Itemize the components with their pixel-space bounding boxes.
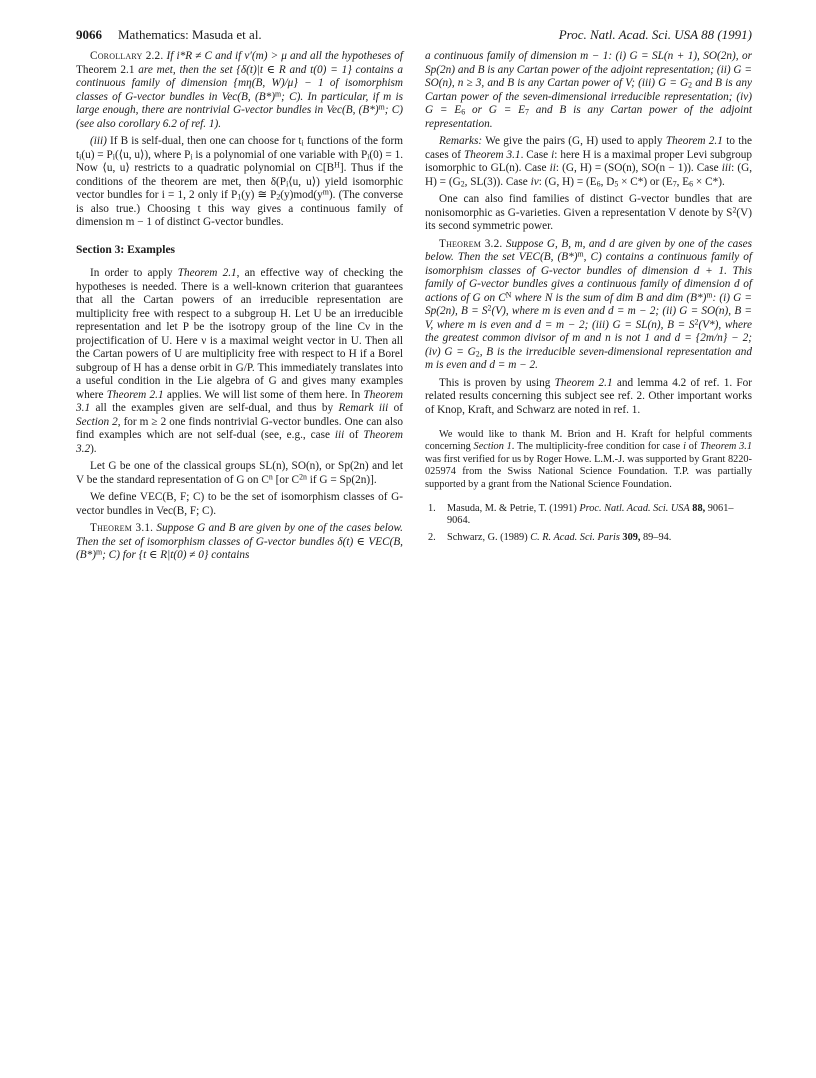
theorem-3-1-continued: a continuous family of dimension m − 1: (i) G = SL(n + 1), SO(2n), or Sp(2n) and B is any Cartan power of the adjoint representation; (ii) G = SO(n), n ≥ 3, and B is any Cartan power of V; (iii) $G = G_2$ and B is any Cartan power of the seven-dimensional irreducible representation; (iv) $G = E_6$ or $G = E_7$ and B is any Cartan power of the adjoint representation. [425, 50, 753, 130]
running-title: Mathematics: Masuda et al. [118, 27, 262, 42]
examples-paragraph: In order to apply Theorem 2.1, an effective way of checking the hypotheses is needed. There is a well-known criterion that guarantees that all the Cartan powers of an irreducible representation are multiplicity free with respect to a subgroup H. Let U be an irreducible representation and let P be the isotropy group of the line Cν in the projectification of U. Here ν is a maximal weight vector in U. Then all the Cartan powers of U are multiplicity free with respect to H if a Borel subgroup of H has a dense orbit in G/P. This immediately translates into a useful condition in the Lie algebra of G and gives many examples where Theorem 2.1 applies. We will list some of them here. In Theorem 3.1 all the examples given are self-dual, and thus by Remark iii of Section 2, for m ≥ 2 one finds nontrivial G-vector bundles. One can also find examples which are not self-dual (see, e.g., case iii of Theorem 3.2). [76, 267, 404, 455]
right-column [425, 50, 752, 548]
classical-groups-paragraph: Let G be one of the classical groups SL(n), SO(n), or Sp(2n) and let V be the standard representation of G on $C^n$ [or $C^{2n}$ if G = Sp(2n)]. [76, 460, 403, 486]
theorem-link[interactable]: Theorem 3.1 [463, 148, 521, 161]
remarks-label: Remarks: [439, 135, 483, 147]
corollary-2-2: Corollary 2.2. If i*R ≠ C and if ν′(m) > μ and all the hypotheses of Theorem 2.1 are met, then the set {δ(t)|t ∈ R and t(0) = 1} contains a continuous family of dimension {mη(B, W)/μ} − 1 of isomorphism classes of G-vector bundles in Vec(B, $(B*)^m$; C). In particular, if m is large enough, there are nontrivial G-vector bundles in Vec(B, $(B*)^m$; C) (see also corollary 6.2 of ref. 1). [76, 50, 404, 130]
remark-link[interactable]: Remark iii [338, 402, 389, 414]
reference-list [425, 503, 752, 544]
theorem-label: Theorem 3.1. [90, 522, 154, 534]
theorem-label: Theorem 3.2. [439, 237, 503, 250]
theorem-link[interactable]: Theorem 3.1 [700, 441, 752, 453]
theorem-link[interactable]: Theorem 2.1 [665, 135, 723, 147]
reference-item: 1. Masuda, M. & Petrie, T. (1991) Proc. Natl. Acad. Sci. USA 88, 9061–9064. [428, 503, 734, 527]
section-link[interactable]: Section 1 [473, 441, 512, 453]
acknowledgments: We would like to thank M. Brion and H. Kraft for helpful comments concerning Section 1. The multiplicity-free condition for case i of Theorem 3.1 was first verified for us by Roger Howe. L.M.-J. was supported by Grant 8220-025974 from the Swiss National Science Foundation. T.P. was partially supported by a grant from the National Science Foundation. [425, 429, 752, 490]
section-heading: Section 3: Examples [76, 243, 176, 256]
left-column [76, 50, 403, 563]
section-link[interactable]: Section 2 [76, 415, 118, 428]
theorem-link[interactable]: Theorem 2.1 [177, 267, 237, 279]
theorem-link[interactable]: Theorem 3.2 [76, 429, 404, 455]
reference-item: 2. Schwarz, G. (1989) C. R. Acad. Sci. Paris 309, 89–94. [428, 531, 672, 543]
journal-citation: Proc. Natl. Acad. Sci. USA 88 (1991) [558, 27, 752, 42]
theorem-3-2: Theorem 3.2. Suppose G, B, m, and d are given by one of the cases below. Then the set VEC(B, $(B*)^m$, C) contains a continuous family of isomorphism classes of G-vector bundles of dimension d + 1. This family of G-vector bundles gives a continuous family of dimension d of actions of G on $C^N$ where N is the sum of dim B and dim $(B*)^m$: (i) G = Sp(2n), $B = S^2(V)$, where m is even and d = m − 2; (ii) G = SO(n), B = V, where m is even and d = m − 2; (iii) G = SL(n), $B = S^2(V*)$, where the greatest common divisor of m and n is not 1 and d = {2m/n} − 2; (iv) $G = G_2$, B is the irreducible seven-dimensional representation and m is even and d = m − 2. [425, 237, 753, 371]
theorem-link[interactable]: Theorem 2.1 [106, 388, 164, 401]
symmetric-power-paragraph: One can also find families of distinct G-vector bundles that are nonisomorphic as G-varieties. Given a representation V denote by $S^2(V)$ its second symmetric power. [425, 193, 752, 232]
theorem-link[interactable]: Theorem 2.1 [76, 63, 135, 76]
theorem-3-1: Theorem 3.1. Suppose G and B are given by one of the cases below. Then the set of isomorphism classes of G-vector bundles δ(t) ∈ VEC(B, $(B*)^m$; C) for {t ∈ R|t(0) ≠ 0} contains [76, 522, 403, 561]
theorem-link[interactable]: Theorem 3.1 [76, 388, 404, 414]
remarks-paragraph: Remarks: We give the pairs (G, H) used to apply Theorem 2.1 to the cases of Theorem 3.1. Case i: here H is a maximal proper Levi subgroup isomorphic to GL(n). Case ii: (G, H) = (SO(n), SO(n − 1)). Case iii: (G, $H) = (G_2$, SL(3)). Case iv: (G, $H) = (E_6$, $D_5 \times C*$) or ($E_7$, $E_6 \times C*$). [425, 135, 753, 189]
theorem-link[interactable]: Theorem 2.1 [554, 376, 613, 389]
definition-paragraph: We define VEC(B, F; C) to be the set of isomorphism classes of G-vector bundles in Vec(B, F; C). [76, 491, 403, 517]
remark-iii: (iii) If B is self-dual, then one can choose for $t_i$ functions of the form $t_i(u)$ = $P_i(⟨u$, u⟩), where $P_i$ is a polynomial of one variable with $P_i(0) = 1$. Now ⟨u, u⟩ restricts to a quadratic polynomial on $C[B^H]$. Thus if the conditions of the theorem are met, then $\delta(P_i⟨u$, u⟩) yield isomorphic vector bundles for i = 1, 2 only if $P_1(y)$ ≅ $P_2(y)mod(y^m)$. (The converse is also true.) Choosing t this way gives a continuous family of dimension m − 1 of distinct G-vector bundles. [76, 135, 404, 228]
running-header [76, 26, 752, 44]
page-number: 9066 [76, 27, 102, 42]
corollary-label: Corollary 2.2. [90, 50, 164, 62]
proof-paragraph: This is proven by using Theorem 2.1 and lemma 4.2 of ref. 1. For related results concerning this subject see ref. 2. Other important works of Knop, Kraft, and Schwarz are noted in ref. 1. [425, 376, 753, 416]
